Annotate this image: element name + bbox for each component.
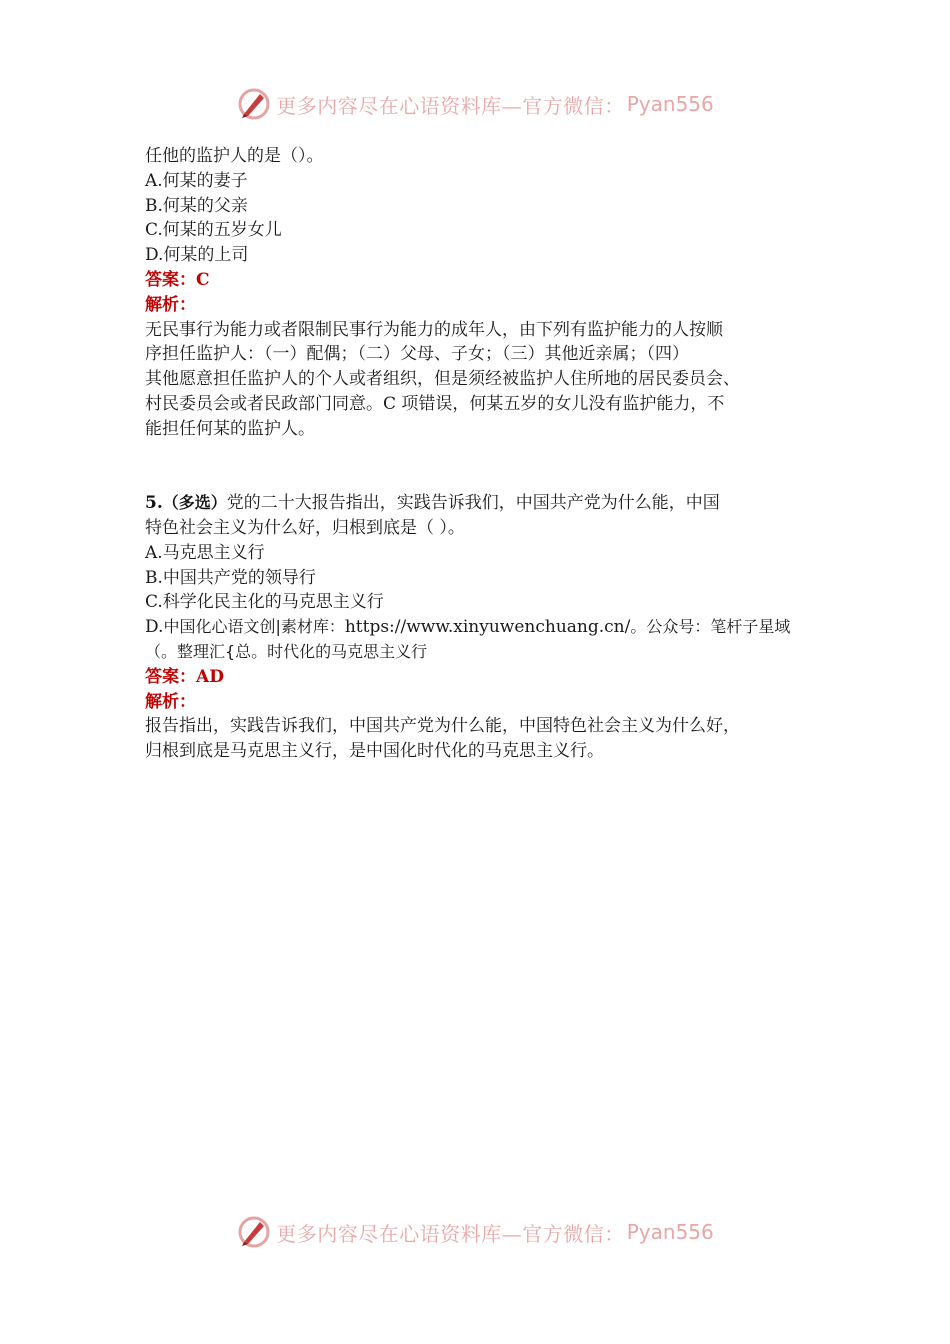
q5-stem-line-1 [145,491,825,516]
q4-answer-label: 答案： [145,269,196,290]
q5-type: （多选） [162,493,227,513]
q5-stem-text: 党的二十大报告指出，实践告诉我们，中国共产党为什么能，中国 [226,493,720,514]
q5-option-d-url: https://www.xinyuwenchuang.cn/ [344,617,631,638]
q4-option-a: A.何某的妻子 [145,170,248,191]
q4-analysis-line-5: 能担任何某的监护人。 [145,418,315,439]
q5-analysis-line-2: 归根到底是马克思主义行，是中国化时代化的马克思主义行。 [145,741,604,762]
header-watermark [0,84,950,124]
q4-analysis-line-4: 村民委员会或者民政部门同意。C 项错误，何某五岁的女儿没有监护能力，不 [145,393,725,414]
q5-number: 5. [145,493,163,514]
watermark-text: 更多内容尽在心语资料库—官方微信： [276,1221,625,1246]
pen-logo-icon [236,86,272,122]
q4-analysis-line-1: 无民事行为能力或者限制民事行为能力的成年人，由下列有监护能力的人按顺 [145,319,723,340]
q4-option-c: C.何某的五岁女儿 [145,220,282,241]
watermark-text: 更多内容尽在心语资料库—官方微信： [276,93,625,118]
q5-option-c: C.科学化民主化的马克思主义行 [145,592,384,613]
q4-option-d: D.何某的上司 [145,245,249,266]
q5-answer-label: 答案： [145,666,196,687]
q4-answer-value: C [196,269,210,290]
q4-option-b: B.何某的父亲 [145,195,248,216]
q4-analysis-label: 解析： [145,294,196,315]
q5-option-d-tail: 。公众号：笔杆子星域 [630,617,791,637]
q5-stem-line-2: 特色社会主义为什么好，归根到底是（ ）。 [145,517,465,538]
q4-stem-tail: 任他的监护人的是（）。 [145,146,324,166]
q5-analysis-line-1: 报告指出，实践告诉我们，中国共产党为什么能，中国特色社会主义为什么好， [145,716,740,737]
document-body [145,144,825,764]
q5-analysis-label: 解析： [145,691,196,712]
q5-option-d-text: 中国化心语文创|素材库： [163,617,345,637]
watermark-wechat-id: Pyan556 [626,1220,714,1244]
q4-analysis-line-2: 序担任监护人：（一）配偶；（二）父母、子女；（三）其他近亲属；（四） [145,344,689,365]
q5-answer [145,665,825,690]
pen-logo-icon [236,1214,272,1250]
q4-analysis-line-3: 其他愿意担任监护人的个人或者组织，但是须经被监护人住所地的居民委员会、 [145,369,740,390]
q5-option-a: A.马克思主义行 [145,542,265,563]
q5-option-b: B.中国共产党的领导行 [145,567,316,588]
q5-option-d-line-2: （。整理汇{总。时代化的马克思主义行 [145,641,428,661]
spacer [145,442,825,492]
q4-answer [145,268,825,293]
watermark-wechat-id: Pyan556 [626,92,714,116]
q5-option-d-prefix: D. [145,617,164,638]
footer-watermark [0,1212,950,1252]
q5-option-d-line-1 [145,615,825,640]
q5-answer-value: AD [196,666,224,687]
